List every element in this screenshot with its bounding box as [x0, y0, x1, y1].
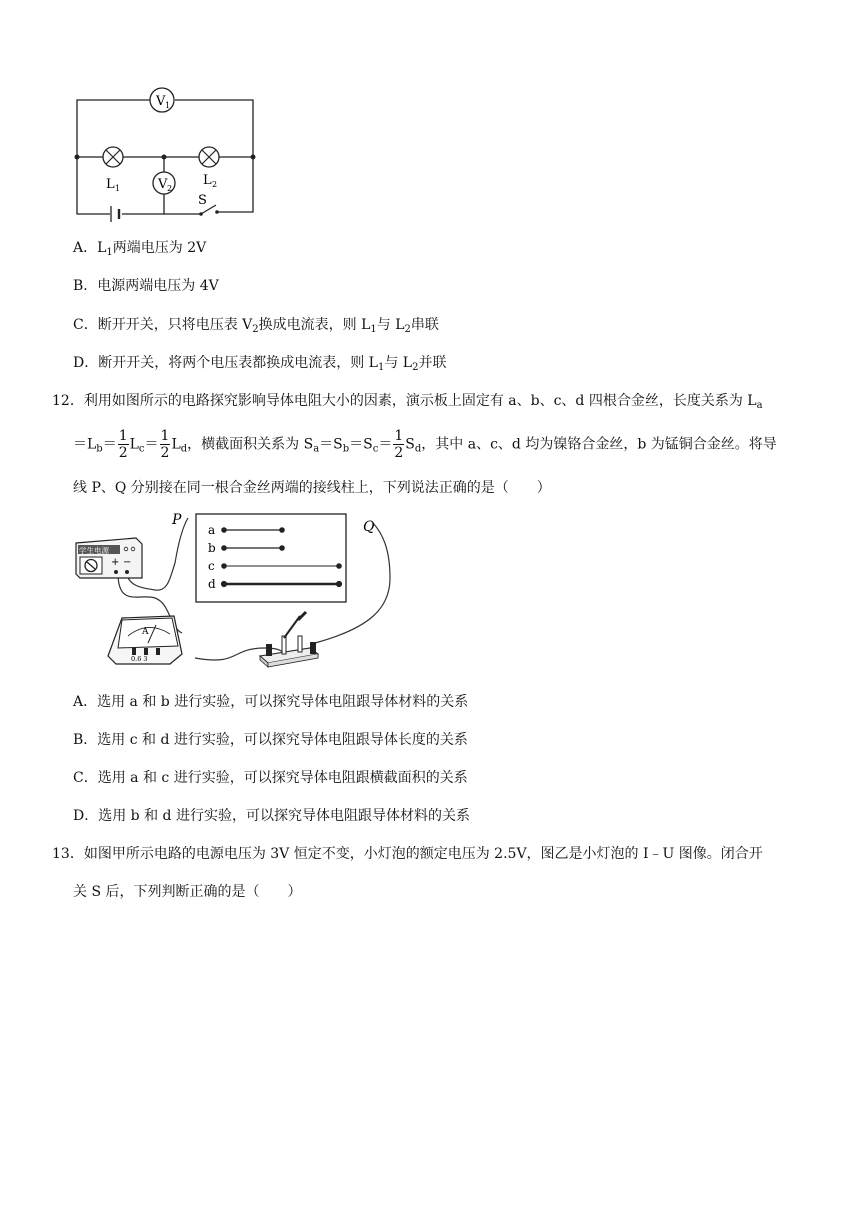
lamp-l2-icon — [199, 147, 219, 189]
svg-text:d: d — [208, 577, 216, 591]
q12-stem-line-2: $=L_b=$ $\frac{1}{2}$ $L_c=$ $\frac{1}{2}$ $L_d$，横截面积关系为 $S_a=S_b=S_c=$ $\frac{1}{2}$ $S_d$，其中 a、c、d 均为镍铬合金丝，b 为锰铜合金丝。将导 — [73, 428, 777, 461]
ammeter-icon — [108, 616, 182, 664]
fraction-half: $\frac{1}{2}$ — [118, 428, 128, 461]
q11-option-d: D．断开开关，将两个电压表都换成电流表，则 $L_1$与 $L_2$并联 — [73, 355, 447, 373]
svg-text:a: a — [208, 523, 216, 537]
svg-text:1: 1 — [165, 101, 171, 110]
svg-text:−: − — [123, 557, 132, 568]
q12-option-d: D．选用 b 和 d 进行实验，可以探究导体电阻跟导体材料的关系 — [73, 808, 470, 824]
svg-text:学生电源: 学生电源 — [79, 546, 109, 555]
lamp-l1-icon — [103, 147, 123, 193]
q11-option-a: A．$L_1$两端电压为 2V — [73, 240, 207, 258]
q12-stem-line-3: 线 P、Q 分别接在同一根合金丝两端的接线柱上，下列说法正确的是（ ） — [73, 480, 551, 496]
q12-option-b: B．选用 c 和 d 进行实验，可以探究导体电阻跟导体长度的关系 — [73, 732, 468, 748]
svg-text:L: L — [203, 173, 212, 188]
svg-text:b: b — [208, 541, 216, 555]
q11-option-b: B．电源两端电压为 4V — [73, 278, 219, 294]
q12-option-a: A．选用 a 和 b 进行实验，可以探究导体电阻跟导体材料的关系 — [73, 694, 469, 710]
svg-text:A: A — [142, 627, 149, 637]
resistance-experiment-diagram — [70, 508, 420, 678]
svg-text:V: V — [156, 94, 166, 109]
voltmeter-v2-icon — [153, 172, 175, 194]
q13-stem-line-1: 13．如图甲所示电路的电源电压为 3V 恒定不变，小灯泡的额定电压为 2.5V，图乙是小灯泡的 I﹣U 图像。闭合开 — [52, 846, 763, 862]
knife-switch-icon — [260, 612, 318, 667]
svg-text:c: c — [208, 559, 215, 573]
svg-text:V: V — [158, 177, 168, 192]
svg-text:L: L — [106, 177, 115, 192]
svg-text:2: 2 — [212, 180, 218, 189]
svg-text:0.6 3: 0.6 3 — [131, 655, 148, 663]
svg-text:1: 1 — [115, 184, 121, 193]
voltmeter-v1-icon — [150, 88, 174, 112]
q11-option-c: C．断开开关，只将电压表 $V_2$换成电流表，则 $L_1$与 $L_2$串联 — [73, 317, 439, 335]
battery-icon — [111, 206, 119, 222]
power-supply-icon — [76, 538, 142, 578]
series-circuit-diagram — [60, 80, 280, 225]
probe-p-label: P — [172, 512, 182, 528]
q12-stem-line-1: 12．利用如图所示的电路探究影响导体电阻大小的因素，演示板上固定有 a、b、c、d 四根合金丝，长度关系为 $L_a$ — [52, 393, 763, 411]
svg-text:2: 2 — [167, 184, 173, 193]
q13-stem-line-2: 关 S 后，下列判断正确的是（ ） — [73, 884, 302, 900]
demo-board-icon — [196, 514, 346, 602]
fraction-half: $\frac{1}{2}$ — [394, 428, 404, 461]
q12-option-c: C．选用 a 和 c 进行实验，可以探究导体电阻跟横截面积的关系 — [73, 770, 468, 786]
svg-text:S: S — [198, 193, 207, 208]
svg-text:+: + — [111, 557, 120, 568]
switch-s-icon — [198, 193, 219, 216]
fraction-half: $\frac{1}{2}$ — [160, 428, 170, 461]
probe-q-label: Q — [363, 519, 375, 535]
